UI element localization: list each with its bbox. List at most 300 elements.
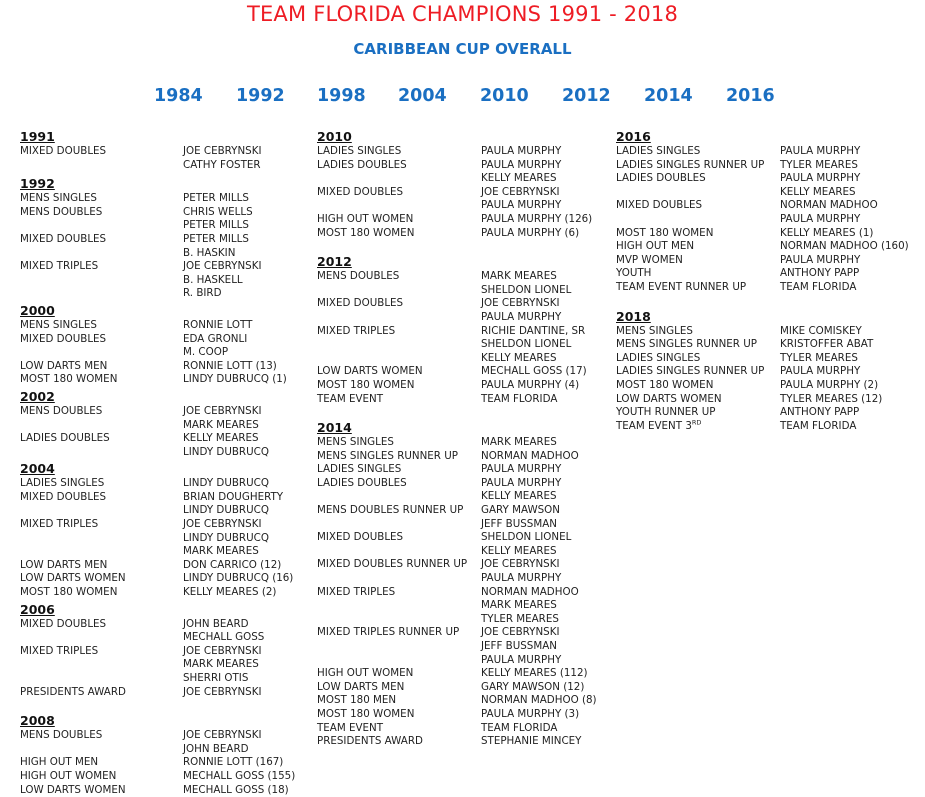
year-link-2016[interactable]: 2016 xyxy=(726,86,775,106)
result-row xyxy=(317,518,612,532)
event-label: MIXED TRIPLES xyxy=(317,324,396,337)
winner-name: TYLER MEARES xyxy=(780,158,858,171)
winner-name: KELLY MEARES xyxy=(481,351,557,364)
winner-name: TEAM FLORIDA xyxy=(780,419,857,432)
winner-name: GARY MAWSON (12) xyxy=(481,680,585,693)
winner-name: JOE CEBRYNSKI xyxy=(481,185,560,198)
result-row xyxy=(20,419,310,433)
year-link-2014[interactable]: 2014 xyxy=(644,86,693,106)
winner-name: KELLY MEARES xyxy=(481,490,557,503)
event-label: MIXED TRIPLES xyxy=(317,585,396,598)
winner-name: KELLY MEARES xyxy=(481,172,557,185)
result-row xyxy=(317,654,612,668)
event-label: LOW DARTS WOMEN xyxy=(20,572,126,585)
result-row xyxy=(317,477,612,491)
event-label: HIGH OUT WOMEN xyxy=(317,667,414,680)
winner-name: SHELDON LIONEL xyxy=(481,283,572,296)
event-label: LADIES SINGLES xyxy=(317,145,402,157)
winner-name: MECHALL GOSS (17) xyxy=(481,365,587,378)
result-row xyxy=(317,708,612,722)
year-heading-2018: 2018 xyxy=(616,308,651,324)
winner-name: LINDY DUBRUCQ xyxy=(183,504,269,517)
winner-name: PAULA MURPHY xyxy=(481,158,562,171)
winner-name: JOE CEBRYNSKI xyxy=(183,644,262,657)
winner-name: JOE CEBRYNSKI xyxy=(183,145,262,157)
winner-name: TYLER MEARES (12) xyxy=(780,392,883,405)
winner-name: MECHALL GOSS (155) xyxy=(183,769,296,782)
winner-name: BRIAN DOUGHERTY xyxy=(183,490,284,503)
event-label: LOW DARTS WOMEN xyxy=(317,365,423,378)
event-label: TEAM EVENT 3RD xyxy=(616,418,702,432)
event-label: MOST 180 WOMEN xyxy=(616,226,714,239)
event-label: HIGH OUT WOMEN xyxy=(317,212,414,225)
winner-name: NORMAN MADHOO (160) xyxy=(780,240,909,253)
winner-name: TEAM FLORIDA xyxy=(481,721,558,734)
winner-name: JOE CEBRYNSKI xyxy=(481,297,560,310)
results-1991 xyxy=(20,145,310,172)
winner-name: JOE CEBRYNSKI xyxy=(183,729,262,742)
event-label: MOST 180 WOMEN xyxy=(20,586,118,599)
event-label: MENS SINGLES xyxy=(20,318,97,331)
result-row xyxy=(20,631,310,645)
event-label: LADIES SINGLES xyxy=(317,463,402,476)
event-label: HIGH OUT WOMEN xyxy=(20,769,117,782)
winner-name: PAULA MURPHY xyxy=(481,476,562,489)
result-row xyxy=(20,686,310,700)
winner-name: PAULA MURPHY xyxy=(481,463,562,476)
result-row xyxy=(20,405,310,419)
result-row xyxy=(20,287,310,301)
event-label: HIGH OUT MEN xyxy=(20,756,99,769)
winner-name: KELLY MEARES xyxy=(183,432,259,445)
event-label: MENS SINGLES xyxy=(20,192,97,205)
result-row xyxy=(20,233,310,247)
result-row xyxy=(317,613,612,627)
winner-name: PAULA MURPHY xyxy=(780,145,861,157)
winner-name: KELLY MEARES xyxy=(481,544,557,557)
result-row xyxy=(20,477,310,491)
event-label: MOST 180 WOMEN xyxy=(317,378,415,391)
event-label: MOST 180 MEN xyxy=(317,694,397,707)
event-label: LOW DARTS MEN xyxy=(20,359,108,372)
winner-name: JEFF BUSSMAN xyxy=(481,640,557,652)
winner-name: JEFF BUSSMAN xyxy=(481,517,557,530)
winner-name: JOHN BEARD xyxy=(183,742,249,755)
result-row xyxy=(317,199,612,213)
page-subtitle: CARIBBEAN CUP OVERALL xyxy=(353,40,572,58)
results-column-2 xyxy=(317,129,612,749)
winner-name: MIKE COMISKEY xyxy=(780,324,862,337)
winner-name: MARK MEARES xyxy=(481,599,557,612)
year-heading-1992: 1992 xyxy=(20,176,55,192)
winner-name: PETER MILLS xyxy=(183,192,249,205)
winner-name: LINDY DUBRUCQ xyxy=(183,531,269,544)
winner-name: M. COOP xyxy=(183,346,229,359)
year-heading-2014: 2014 xyxy=(317,420,352,436)
winner-name: PAULA MURPHY xyxy=(481,572,562,585)
result-row xyxy=(20,770,310,784)
result-row xyxy=(616,186,921,200)
event-label: MENS DOUBLES xyxy=(317,270,400,283)
result-row xyxy=(616,267,921,281)
results-2010 xyxy=(317,145,612,240)
year-link-2004[interactable]: 2004 xyxy=(398,86,447,106)
event-label: HIGH OUT MEN xyxy=(616,240,695,253)
event-label: LOW DARTS MEN xyxy=(317,680,405,693)
result-row xyxy=(317,338,612,352)
result-row xyxy=(20,145,310,159)
results-2008 xyxy=(20,729,310,797)
winner-name: MARK MEARES xyxy=(183,658,259,671)
result-row xyxy=(317,325,612,339)
result-row xyxy=(20,645,310,659)
winner-name: KELLY MEARES (112) xyxy=(481,667,588,680)
results-column-1 xyxy=(20,129,310,797)
winner-name: PETER MILLS xyxy=(183,232,249,245)
result-row xyxy=(317,599,612,613)
winner-name: KELLY MEARES (2) xyxy=(183,586,277,599)
winner-name: PAULA MURPHY (2) xyxy=(780,378,879,391)
result-row xyxy=(20,192,310,206)
event-label: LADIES SINGLES RUNNER UP xyxy=(616,365,765,378)
result-row xyxy=(317,365,612,379)
year-navigation xyxy=(0,86,925,112)
year-heading-2012: 2012 xyxy=(317,254,352,270)
winner-name: PAULA MURPHY xyxy=(780,172,861,185)
winner-name: R. BIRD xyxy=(183,287,222,300)
result-row xyxy=(616,254,921,268)
winner-name: SHELDON LIONEL xyxy=(481,338,572,351)
result-row xyxy=(20,373,310,387)
winner-name: JOE CEBRYNSKI xyxy=(183,260,262,273)
result-row xyxy=(20,333,310,347)
event-label: MENS SINGLES RUNNER UP xyxy=(616,338,757,351)
winner-name: TYLER MEARES xyxy=(481,612,559,625)
result-row xyxy=(317,531,612,545)
event-label: TEAM EVENT xyxy=(317,721,384,734)
winner-name: MARK MEARES xyxy=(183,418,259,431)
result-row xyxy=(20,672,310,686)
result-row xyxy=(20,247,310,261)
result-row xyxy=(317,463,612,477)
result-row xyxy=(317,572,612,586)
result-row xyxy=(616,365,921,379)
winner-name: KRISTOFFER ABAT xyxy=(780,338,874,351)
event-label: LADIES DOUBLES xyxy=(616,172,706,185)
winner-name: JOHN BEARD xyxy=(183,617,249,630)
event-label: LADIES SINGLES xyxy=(616,351,701,364)
result-row xyxy=(20,658,310,672)
event-label: MENS DOUBLES RUNNER UP xyxy=(317,504,464,517)
event-superscript: RD xyxy=(691,418,702,427)
event-label: MIXED DOUBLES xyxy=(317,531,404,544)
event-label: MIXED TRIPLES RUNNER UP xyxy=(317,626,460,639)
winner-name: JOE CEBRYNSKI xyxy=(183,404,262,417)
result-row xyxy=(317,436,612,450)
year-heading-1991: 1991 xyxy=(20,129,55,144)
winner-name: RONNIE LOTT (13) xyxy=(183,359,277,372)
event-label: MIXED DOUBLES xyxy=(317,185,404,198)
results-2016 xyxy=(616,145,921,295)
result-row xyxy=(616,420,921,434)
result-row xyxy=(317,694,612,708)
result-row xyxy=(317,227,612,241)
winner-name: TYLER MEARES xyxy=(780,351,858,364)
event-label: YOUTH xyxy=(616,267,652,280)
event-label: LADIES DOUBLES xyxy=(317,158,407,171)
result-row xyxy=(20,572,310,586)
winner-name: JOE CEBRYNSKI xyxy=(481,558,560,571)
results-2006 xyxy=(20,618,310,700)
event-label: PRESIDENTS AWARD xyxy=(317,735,423,748)
event-label: MOST 180 WOMEN xyxy=(616,378,714,391)
year-heading-2008: 2008 xyxy=(20,713,55,729)
winner-name: SHERRI OTIS xyxy=(183,672,249,684)
result-row xyxy=(317,450,612,464)
result-row xyxy=(20,206,310,220)
year-link-1992[interactable]: 1992 xyxy=(236,86,285,106)
winner-name: PAULA MURPHY xyxy=(481,653,562,666)
event-label: TEAM EVENT xyxy=(317,392,384,405)
result-row xyxy=(20,586,310,600)
event-label: MENS DOUBLES xyxy=(20,729,103,742)
result-row xyxy=(20,743,310,757)
winner-name: MECHALL GOSS (18) xyxy=(183,783,289,796)
winner-name: TEAM FLORIDA xyxy=(780,280,857,293)
result-row xyxy=(20,729,310,743)
event-label: MIXED DOUBLES xyxy=(20,490,107,503)
results-column-3 xyxy=(616,129,921,433)
result-row xyxy=(616,325,921,339)
results-2012 xyxy=(317,270,612,406)
event-label: MIXED DOUBLES xyxy=(616,199,703,212)
event-label: MOST 180 WOMEN xyxy=(20,373,118,386)
result-row xyxy=(317,626,612,640)
result-row xyxy=(317,393,612,407)
result-row xyxy=(317,586,612,600)
winner-name: MECHALL GOSS xyxy=(183,631,265,644)
results-2018 xyxy=(616,325,921,434)
results-2004 xyxy=(20,477,310,599)
result-row xyxy=(317,352,612,366)
winner-name: B. HASKIN xyxy=(183,246,236,259)
event-label: LADIES DOUBLES xyxy=(20,432,110,445)
year-heading-2016: 2016 xyxy=(616,129,651,144)
result-row xyxy=(20,491,310,505)
winner-name: PAULA MURPHY (6) xyxy=(481,226,580,239)
event-label: YOUTH RUNNER UP xyxy=(616,406,716,419)
result-row xyxy=(317,504,612,518)
result-row xyxy=(317,640,612,654)
winner-name: NORMAN MADHOO (8) xyxy=(481,694,597,707)
result-row xyxy=(616,145,921,159)
year-link-2010[interactable]: 2010 xyxy=(480,86,529,106)
result-row xyxy=(20,784,310,797)
event-label: TEAM EVENT RUNNER UP xyxy=(616,280,747,293)
winner-name: RONNIE LOTT (167) xyxy=(183,756,284,769)
year-link-2012[interactable]: 2012 xyxy=(562,86,611,106)
winner-name: RONNIE LOTT xyxy=(183,318,253,331)
event-label: MOST 180 WOMEN xyxy=(317,226,415,239)
result-row xyxy=(317,186,612,200)
winner-name: JOE CEBRYNSKI xyxy=(183,685,262,698)
result-row xyxy=(20,545,310,559)
winner-name: B. HASKELL xyxy=(183,273,243,286)
results-1992 xyxy=(20,192,310,301)
winner-name: PAULA MURPHY xyxy=(481,145,562,157)
winner-name: PAULA MURPHY (4) xyxy=(481,378,580,391)
result-row xyxy=(616,406,921,420)
result-row xyxy=(20,618,310,632)
event-label: MIXED DOUBLES xyxy=(20,332,107,345)
year-heading-2006: 2006 xyxy=(20,601,55,617)
result-row xyxy=(317,667,612,681)
result-row xyxy=(20,432,310,446)
result-row xyxy=(20,159,310,173)
result-row xyxy=(317,735,612,749)
winner-name: PAULA MURPHY xyxy=(481,310,562,323)
year-heading-2004: 2004 xyxy=(20,461,55,477)
event-label: MIXED DOUBLES xyxy=(20,617,107,630)
year-heading-2010: 2010 xyxy=(317,129,352,144)
winner-name: JOE CEBRYNSKI xyxy=(481,626,560,639)
result-row xyxy=(616,227,921,241)
result-row xyxy=(20,532,310,546)
winner-name: LINDY DUBRUCQ (1) xyxy=(183,373,287,386)
event-label: MENS DOUBLES xyxy=(20,404,103,417)
winner-name: NORMAN MADHOO xyxy=(481,449,579,462)
winner-name: GARY MAWSON xyxy=(481,504,560,517)
result-row xyxy=(20,504,310,518)
result-row xyxy=(317,722,612,736)
result-row xyxy=(616,393,921,407)
result-row xyxy=(20,446,310,460)
result-row xyxy=(616,379,921,393)
event-label: LOW DARTS WOMEN xyxy=(616,392,722,405)
event-label: MIXED TRIPLES xyxy=(20,260,99,273)
year-heading-2000: 2000 xyxy=(20,302,55,318)
result-row xyxy=(317,159,612,173)
result-row xyxy=(317,172,612,186)
event-label: MENS DOUBLES xyxy=(20,205,103,218)
result-row xyxy=(20,319,310,333)
winner-name: PAULA MURPHY (3) xyxy=(481,707,580,720)
year-link-1984[interactable]: 1984 xyxy=(154,86,203,106)
winner-name: MARK MEARES xyxy=(481,270,557,283)
result-row xyxy=(20,346,310,360)
winner-name: JOE CEBRYNSKI xyxy=(183,518,262,531)
winner-name: PAULA MURPHY xyxy=(780,212,861,225)
winner-name: MARK MEARES xyxy=(183,545,259,558)
event-label: MENS SINGLES xyxy=(317,436,394,449)
result-row xyxy=(20,518,310,532)
result-row xyxy=(317,297,612,311)
result-row xyxy=(317,145,612,159)
result-row xyxy=(317,284,612,298)
event-label: LOW DARTS WOMEN xyxy=(20,783,126,796)
winner-name: CHRIS WELLS xyxy=(183,205,253,218)
results-2002 xyxy=(20,405,310,459)
result-row xyxy=(616,338,921,352)
event-label: MIXED DOUBLES RUNNER UP xyxy=(317,558,468,571)
winner-name: STEPHANIE MINCEY xyxy=(481,735,582,748)
event-label: LADIES SINGLES xyxy=(616,145,701,157)
winner-name: LINDY DUBRUCQ (16) xyxy=(183,572,294,585)
event-label: MVP WOMEN xyxy=(616,253,683,266)
result-row xyxy=(616,199,921,213)
result-row xyxy=(20,559,310,573)
result-row xyxy=(317,545,612,559)
page-title: TEAM FLORIDA CHAMPIONS 1991 - 2018 xyxy=(246,2,679,26)
winner-name: CATHY FOSTER xyxy=(183,158,261,171)
winner-name: PAULA MURPHY xyxy=(481,199,562,212)
winner-name: KELLY MEARES xyxy=(780,185,856,198)
result-row xyxy=(317,311,612,325)
result-row xyxy=(20,274,310,288)
winner-name: SHELDON LIONEL xyxy=(481,531,572,544)
winner-name: ANTHONY PAPP xyxy=(780,267,860,280)
result-row xyxy=(616,172,921,186)
winner-name: PAULA MURPHY xyxy=(780,253,861,266)
result-row xyxy=(616,352,921,366)
result-row xyxy=(20,260,310,274)
winner-name: PETER MILLS xyxy=(183,219,249,232)
result-row xyxy=(20,360,310,374)
event-label: MIXED TRIPLES xyxy=(20,518,99,531)
winner-name: LINDY DUBRUCQ xyxy=(183,445,269,458)
results-2014 xyxy=(317,436,612,749)
event-label: PRESIDENTS AWARD xyxy=(20,685,126,698)
event-label: MENS SINGLES RUNNER UP xyxy=(317,449,458,462)
event-label: MENS SINGLES xyxy=(616,324,693,337)
result-row xyxy=(20,219,310,233)
result-row xyxy=(616,281,921,295)
year-link-1998[interactable]: 1998 xyxy=(317,86,366,106)
result-row xyxy=(616,159,921,173)
result-row xyxy=(616,240,921,254)
result-row xyxy=(317,379,612,393)
result-row xyxy=(20,756,310,770)
event-label: MIXED DOUBLES xyxy=(20,232,107,245)
result-row xyxy=(317,490,612,504)
winner-name: KELLY MEARES (1) xyxy=(780,226,874,239)
result-row xyxy=(317,270,612,284)
event-label: LADIES SINGLES RUNNER UP xyxy=(616,158,765,171)
result-row xyxy=(616,213,921,227)
winner-name: PAULA MURPHY xyxy=(780,365,861,378)
winner-name: NORMAN MADHOO xyxy=(481,585,579,598)
winner-name: MARK MEARES xyxy=(481,436,557,449)
winner-name: RICHIE DANTINE, SR xyxy=(481,324,586,337)
winner-name: EDA GRONLI xyxy=(183,332,248,345)
result-row xyxy=(317,558,612,572)
winner-name: DON CARRICO (12) xyxy=(183,558,282,571)
winner-name: LINDY DUBRUCQ xyxy=(183,477,269,490)
event-label: LADIES SINGLES xyxy=(20,477,105,490)
winner-name: ANTHONY PAPP xyxy=(780,406,860,419)
results-2000 xyxy=(20,319,310,387)
event-label: MIXED DOUBLES xyxy=(20,145,107,157)
event-label: MIXED DOUBLES xyxy=(317,297,404,310)
year-heading-2002: 2002 xyxy=(20,388,55,404)
event-label: LADIES DOUBLES xyxy=(317,476,407,489)
winner-name: NORMAN MADHOO xyxy=(780,199,878,212)
result-row xyxy=(317,213,612,227)
event-label: MOST 180 WOMEN xyxy=(317,707,415,720)
result-row xyxy=(317,681,612,695)
winner-name: TEAM FLORIDA xyxy=(481,392,558,405)
event-label: LOW DARTS MEN xyxy=(20,558,108,571)
